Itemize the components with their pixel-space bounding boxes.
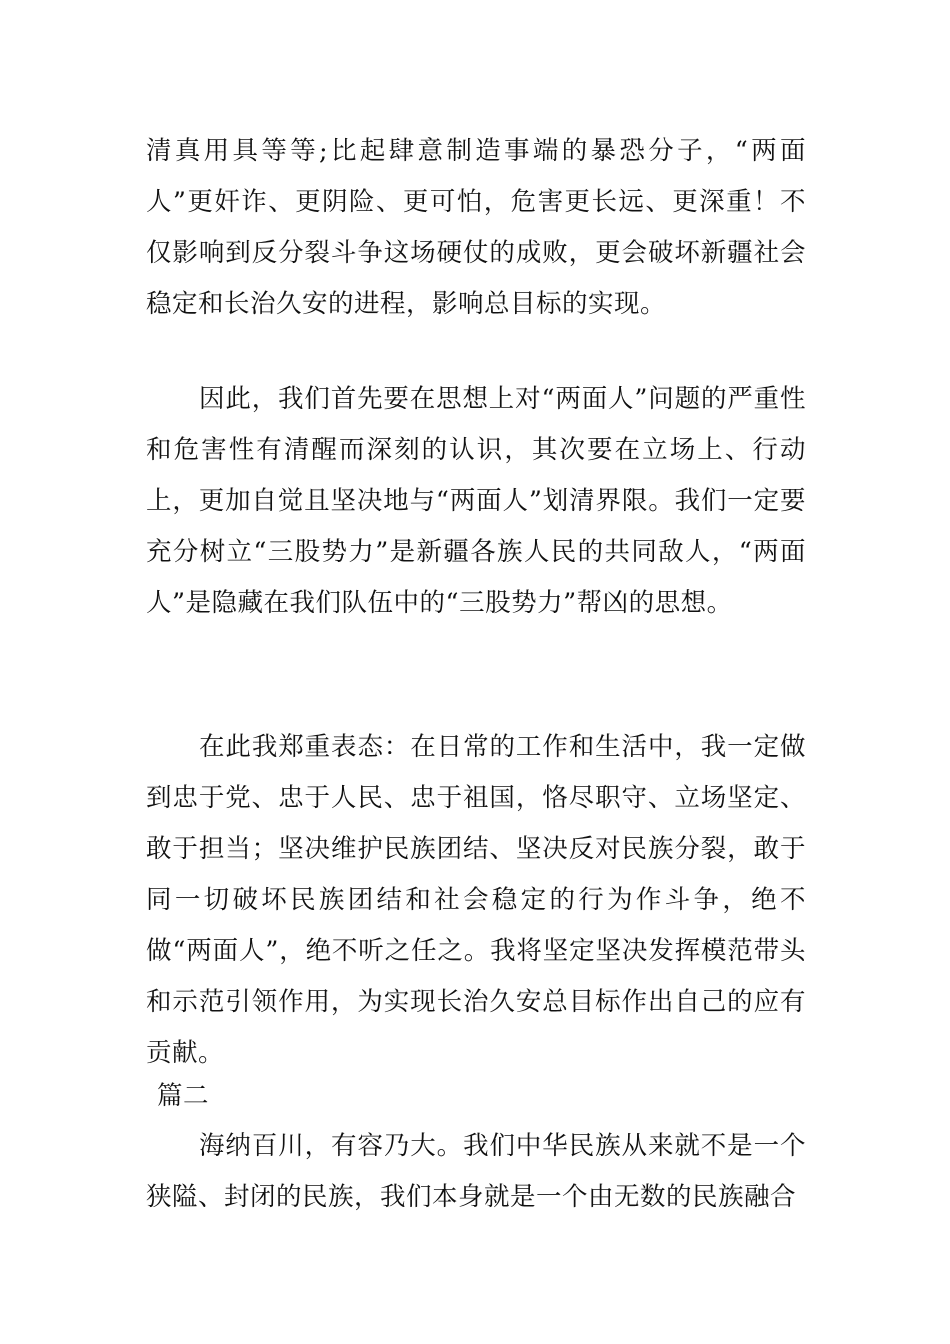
paragraph-understanding: 因此，我们首先要在思想上对“两面人”问题的严重性和危害性有清醒而深刻的认识，其次要在立场上、行动上，更加自觉且坚决地与“两面人”划清界限。我们一定要充分树立“三股势力”是新疆各族人民的共同敌人，“两面人”是隐藏在我们队伍中的“三股势力”帮凶的思想。 xyxy=(146,384,806,618)
paragraph-continuation: 清真用具等等;比起肆意制造事端的暴恐分子，“两面人”更奸诈、更阴险、更可怕，危害更长远、更深重！不仅影响到反分裂斗争这场硬仗的成败，更会破坏新疆社会稳定和长治久安的进程，影响总目标的实现。 xyxy=(146,136,806,319)
paragraph-section-two-intro: 海纳百川，有容乃大。我们中华民族从来就不是一个狭隘、封闭的民族，我们本身就是一个由无数的民族融合 xyxy=(146,1131,806,1212)
section-heading: 篇二 xyxy=(157,1081,210,1111)
paragraph-pledge: 在此我郑重表态：在日常的工作和生活中，我一定做到忠于党、忠于人民、忠于祖国，恪尽职守、立场坚定、敢于担当；坚决维护民族团结、坚决反对民族分裂，敢于同一切破坏民族团结和社会稳定的行为作斗争，绝不做“两面人”，绝不听之任之。我将坚定坚决发挥模范带头和示范引领作用，为实现长治久安总目标作出自己的应有贡献。 xyxy=(146,732,806,1068)
